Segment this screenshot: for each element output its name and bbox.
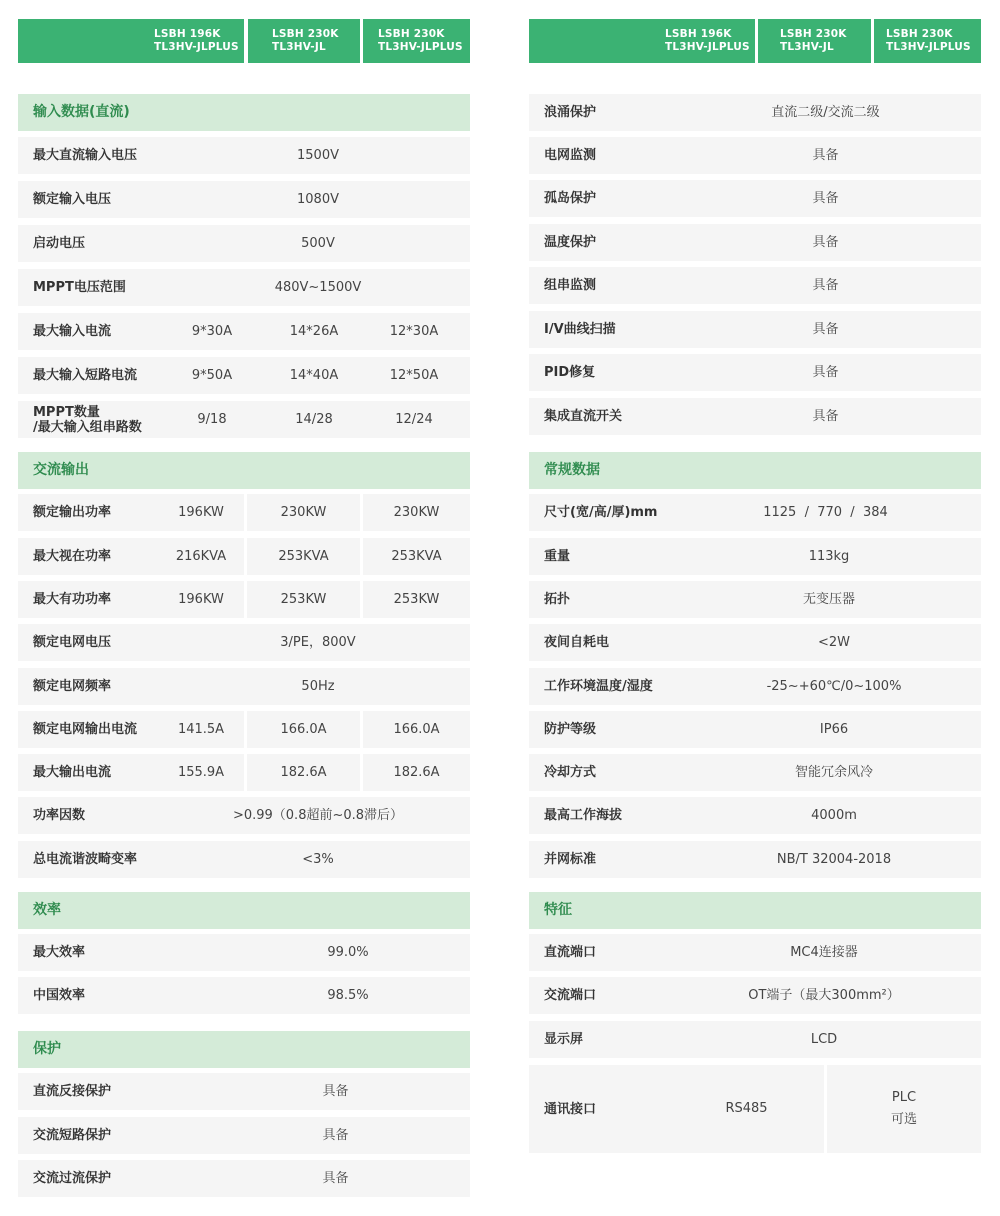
spec-row xyxy=(529,934,981,971)
spec-value: 具备 xyxy=(812,364,839,380)
spec-value: OT端子（最大300mm²） xyxy=(748,987,900,1003)
spec-row xyxy=(529,977,981,1014)
spec-row xyxy=(529,841,981,878)
spec-row xyxy=(18,624,470,661)
spec-value: 253KVA xyxy=(363,538,470,575)
spec-value: IP66 xyxy=(819,721,849,737)
spec-row xyxy=(18,225,470,262)
spec-value: 216KVA xyxy=(175,548,227,564)
spec-row xyxy=(529,754,981,791)
model-name: LSBH 230K xyxy=(272,28,339,40)
spec-row xyxy=(18,1117,470,1154)
spec-label: 电网监测 xyxy=(529,137,981,174)
spec-label: 最大视在功率 xyxy=(18,538,244,575)
spec-value: 99.0% xyxy=(327,944,369,960)
section-general: 常规数据 xyxy=(529,452,981,489)
spec-value: 166.0A xyxy=(247,711,360,748)
spec-value: 182.6A xyxy=(247,754,360,791)
spec-row xyxy=(529,398,981,435)
spec-value: 3/PE，800V xyxy=(280,634,356,650)
spec-label: 并网标准 xyxy=(529,841,981,878)
spec-value: 253KW xyxy=(363,581,470,618)
model-variant: TL3HV-JL xyxy=(780,41,834,53)
spec-value: 具备 xyxy=(812,408,839,424)
spec-value: 具备 xyxy=(812,277,839,293)
spec-row xyxy=(18,401,470,438)
spec-label: 集成直流开关 xyxy=(529,398,981,435)
model-variant: TL3HV-JL xyxy=(272,41,326,53)
spec-row xyxy=(18,538,470,575)
section-ac-output: 交流输出 xyxy=(18,452,470,489)
spec-row xyxy=(18,181,470,218)
model-variant: TL3HV-JLPLUS xyxy=(378,41,463,53)
spec-value: 9*50A xyxy=(191,367,233,383)
spec-row xyxy=(18,581,470,618)
spec-label: 额定电网频率 xyxy=(18,668,470,705)
spec-value: 1080V xyxy=(297,191,339,207)
spec-value: 141.5A xyxy=(177,721,225,737)
spec-value: -25~+60℃/0~100% xyxy=(766,678,902,694)
spec-value: 230KW xyxy=(247,494,360,531)
spec-value: 智能冗余风冷 xyxy=(794,764,873,780)
spec-value: 1125 / 770 / 384 xyxy=(763,504,888,520)
spec-value: 182.6A xyxy=(363,754,470,791)
spec-label: 直流端口 xyxy=(529,934,981,971)
spec-row xyxy=(529,668,981,705)
spec-value: 具备 xyxy=(812,147,839,163)
spec-label: 额定电网输出电流 xyxy=(18,711,244,748)
spec-label: 最大输出电流 xyxy=(18,754,244,791)
spec-value: 196KW xyxy=(178,504,224,520)
spec-value: 具备 xyxy=(322,1127,349,1143)
spec-value: 4000m xyxy=(811,807,857,823)
spec-label: 夜间自耗电 xyxy=(529,624,981,661)
spec-label: 最大输入电流 xyxy=(18,313,470,350)
spec-value: 9/18 xyxy=(197,411,227,427)
spec-value: <3% xyxy=(302,851,334,867)
spec-row xyxy=(18,841,470,878)
spec-row xyxy=(18,137,470,174)
spec-label: 最大直流输入电压 xyxy=(18,137,470,174)
model-header-3 xyxy=(363,19,470,63)
spec-value: 9*30A xyxy=(191,323,233,339)
spec-value: 253KW xyxy=(247,581,360,618)
section-efficiency: 效率 xyxy=(18,892,470,929)
spec-value: NB/T 32004-2018 xyxy=(776,851,892,867)
spec-row xyxy=(529,1065,981,1153)
spec-row xyxy=(529,224,981,261)
spec-row xyxy=(18,494,470,531)
model-header-3 xyxy=(874,19,981,63)
spec-value: 1500V xyxy=(297,147,339,163)
spec-label-line: MPPT数量 xyxy=(33,404,100,420)
spec-label: 冷却方式 xyxy=(529,754,981,791)
spec-value-line: 可选 xyxy=(890,1112,917,1127)
spec-label: 通讯接口 xyxy=(529,1065,824,1153)
spec-value: 113kg xyxy=(808,548,850,564)
spec-row xyxy=(18,269,470,306)
spec-value: 14*26A xyxy=(289,323,339,339)
spec-row xyxy=(529,624,981,661)
header-blank xyxy=(18,19,146,63)
spec-label: PID修复 xyxy=(529,354,981,391)
model-header-1 xyxy=(146,19,244,63)
spec-label: 温度保护 xyxy=(529,224,981,261)
spec-value: 直流二级/交流二级 xyxy=(771,104,880,120)
model-name: LSBH 230K xyxy=(378,28,445,40)
spec-label: 直流反接保护 xyxy=(18,1073,470,1110)
spec-label: 交流短路保护 xyxy=(18,1117,470,1154)
spec-value: 具备 xyxy=(812,234,839,250)
model-header-1 xyxy=(657,19,755,63)
spec-row xyxy=(529,94,981,131)
model-variant: TL3HV-JLPLUS xyxy=(154,41,239,53)
model-header-2 xyxy=(248,19,360,63)
spec-value: 具备 xyxy=(322,1170,349,1186)
spec-value: 50Hz xyxy=(301,678,335,694)
spec-row xyxy=(529,267,981,304)
spec-value: 具备 xyxy=(812,321,839,337)
spec-value: 12*50A xyxy=(389,367,439,383)
spec-value: 480V~1500V xyxy=(274,279,362,295)
spec-label: 额定输出功率 xyxy=(18,494,244,531)
spec-row xyxy=(529,494,981,531)
spec-value: >0.99（0.8超前~0.8滞后） xyxy=(232,807,404,823)
spec-label: 组串监测 xyxy=(529,267,981,304)
spec-value: 14/28 xyxy=(295,411,333,427)
spec-value: 具备 xyxy=(322,1083,349,1099)
spec-row xyxy=(18,934,470,971)
spec-row xyxy=(18,313,470,350)
model-header-2 xyxy=(758,19,871,63)
spec-value: 230KW xyxy=(363,494,470,531)
spec-label: 浪涌保护 xyxy=(529,94,981,131)
spec-row xyxy=(529,137,981,174)
spec-label: 交流过流保护 xyxy=(18,1160,470,1197)
model-name: LSBH 196K xyxy=(154,28,221,40)
section-input-dc: 输入数据(直流) xyxy=(18,94,470,131)
spec-label: 功率因数 xyxy=(18,797,470,834)
model-variant: TL3HV-JLPLUS xyxy=(886,41,971,53)
spec-value: 98.5% xyxy=(327,987,369,1003)
spec-value: <2W xyxy=(817,634,851,650)
spec-row xyxy=(18,754,470,791)
spec-value: 14*40A xyxy=(289,367,339,383)
spec-row xyxy=(529,538,981,575)
spec-row xyxy=(529,797,981,834)
spec-label: 额定电网电压 xyxy=(18,624,470,661)
model-name: LSBH 230K xyxy=(886,28,953,40)
spec-value: 253KVA xyxy=(247,538,360,575)
spec-label: 最大效率 xyxy=(18,934,470,971)
spec-value: 12*30A xyxy=(389,323,439,339)
spec-row xyxy=(529,581,981,618)
spec-value: 无变压器 xyxy=(802,591,855,607)
spec-value xyxy=(827,1065,981,1153)
spec-label: 防护等级 xyxy=(529,711,981,748)
spec-label: 最大有功功率 xyxy=(18,581,244,618)
spec-value: 196KW xyxy=(178,591,224,607)
spec-label: 工作环境温度/湿度 xyxy=(529,668,981,705)
section-features: 特征 xyxy=(529,892,981,929)
spec-value: 155.9A xyxy=(177,764,225,780)
spec-row xyxy=(18,357,470,394)
spec-row xyxy=(529,354,981,391)
model-name: LSBH 196K xyxy=(665,28,732,40)
spec-row xyxy=(529,711,981,748)
spec-value-line: PLC xyxy=(891,1090,917,1105)
spec-value: 12/24 xyxy=(395,411,433,427)
spec-value: 166.0A xyxy=(363,711,470,748)
spec-label: 最高工作海拔 xyxy=(529,797,981,834)
spec-value: MC4连接器 xyxy=(790,944,858,960)
spec-label-line: /最大输入组串路数 xyxy=(33,419,142,435)
spec-label: 交流端口 xyxy=(529,977,981,1014)
spec-row xyxy=(18,1160,470,1197)
spec-label: MPPT电压范围 xyxy=(18,269,470,306)
spec-row xyxy=(529,311,981,348)
spec-label: 显示屏 xyxy=(529,1021,981,1058)
spec-value: RS485 xyxy=(725,1101,768,1116)
spec-label: 孤岛保护 xyxy=(529,180,981,217)
spec-label: 尺寸(宽/高/厚)mm xyxy=(529,494,981,531)
spec-label: 拓扑 xyxy=(529,581,981,618)
spec-label: 总电流谐波畸变率 xyxy=(18,841,470,878)
section-protection: 保护 xyxy=(18,1031,470,1068)
spec-row xyxy=(18,977,470,1014)
spec-label: 启动电压 xyxy=(18,225,470,262)
model-name: LSBH 230K xyxy=(780,28,847,40)
spec-row xyxy=(529,1021,981,1058)
spec-row xyxy=(529,180,981,217)
spec-value: LCD xyxy=(810,1031,838,1047)
spec-row xyxy=(18,711,470,748)
spec-label: 最大输入短路电流 xyxy=(18,357,470,394)
spec-label: 额定输入电压 xyxy=(18,181,470,218)
spec-value: 500V xyxy=(301,235,335,251)
spec-value: 具备 xyxy=(812,190,839,206)
spec-label: I/V曲线扫描 xyxy=(529,311,981,348)
spec-label: 中国效率 xyxy=(18,977,470,1014)
spec-row xyxy=(18,797,470,834)
spec-row xyxy=(18,1073,470,1110)
model-variant: TL3HV-JLPLUS xyxy=(665,41,750,53)
spec-row xyxy=(18,668,470,705)
spec-label: 重量 xyxy=(529,538,981,575)
